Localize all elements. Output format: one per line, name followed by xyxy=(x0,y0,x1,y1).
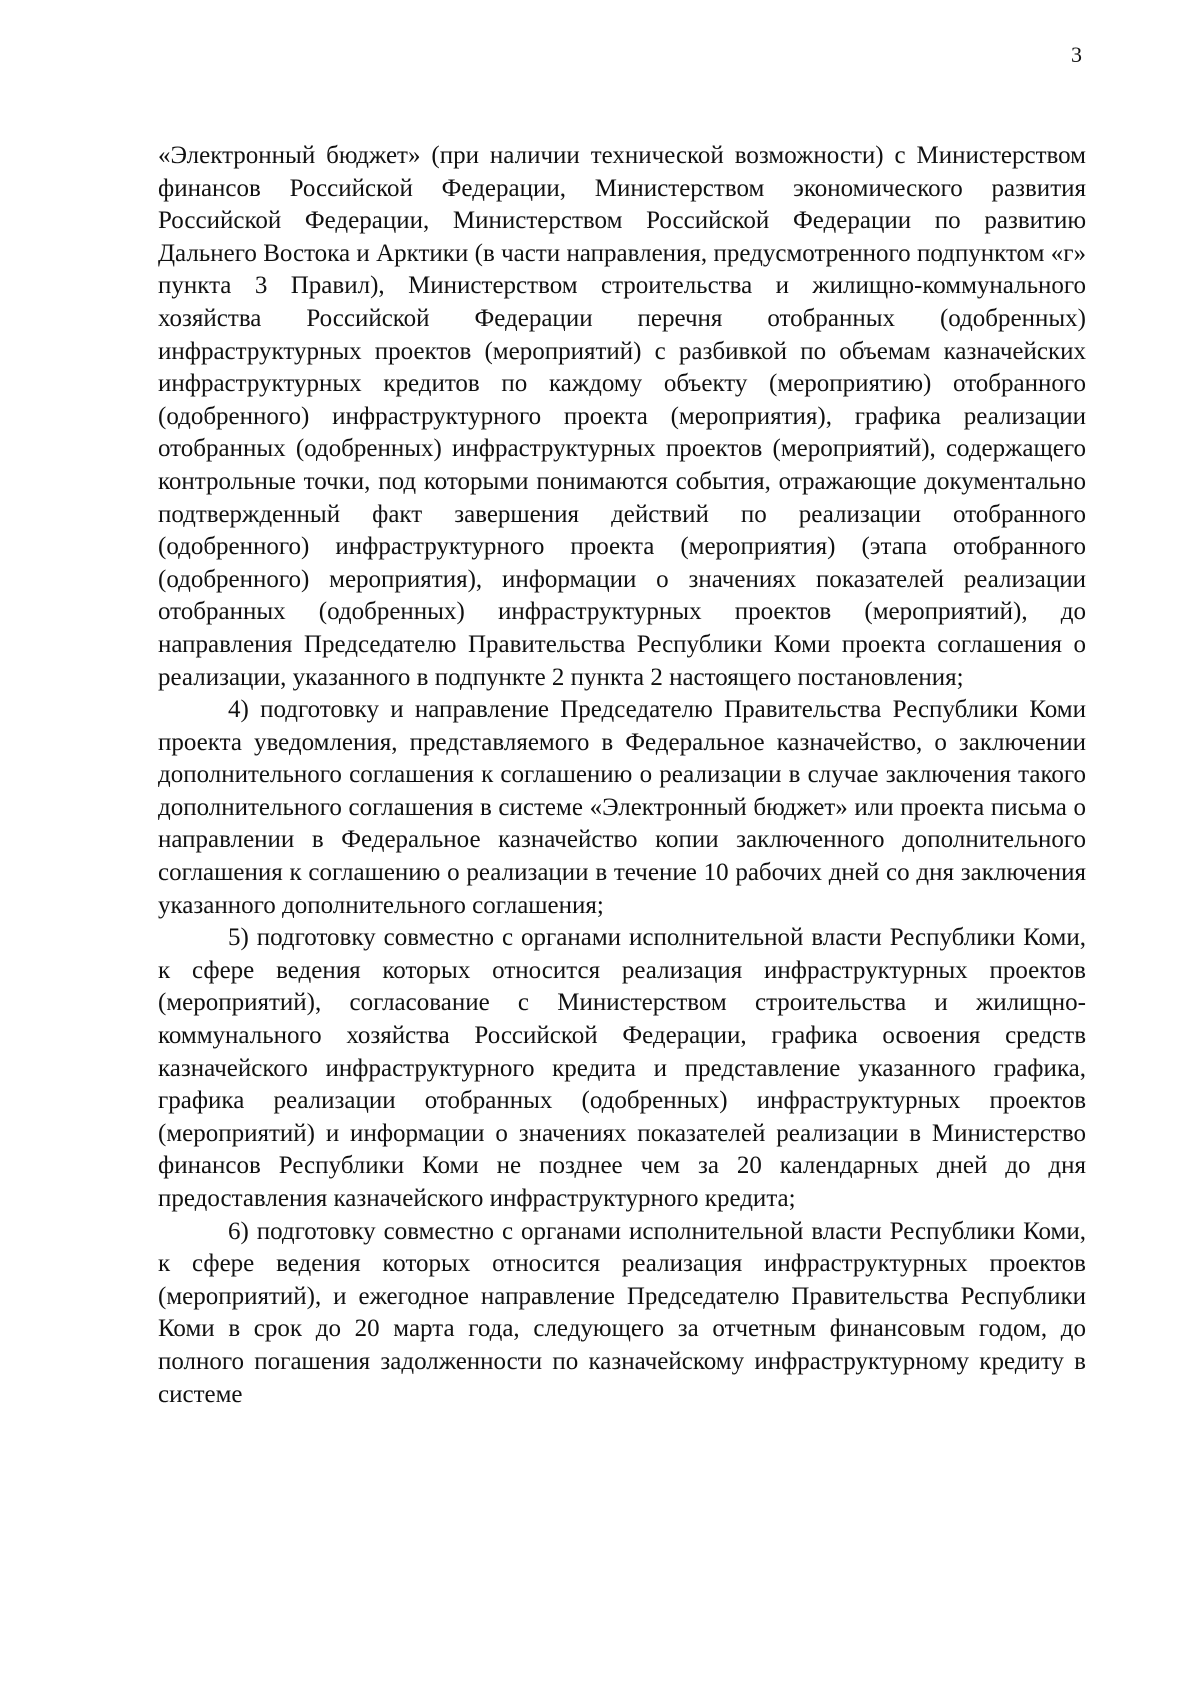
paragraph-item-5: 5) подготовку совместно с органами исполнительной власти Республики Коми, к сфере ведения которых относится реализация инфраструктурных проектов (мероприятий), согласование с Министерством строительства и жилищно-коммунального хозяйства Российской Федерации, графика освоения средств казначейского инфраструктурного кредита и представление указанного графика, графика реализации отобранных (одобренных) инфраструктурных проектов (мероприятий) и информации о значениях показателей реализации в Министерство финансов Республики Коми не позднее чем за 20 календарных дней до дня предоставления казначейского инфраструктурного кредита; xyxy=(158,924,1086,1212)
document-body xyxy=(158,140,1086,1411)
paragraph-continuation: «Электронный бюджет» (при наличии технической возможности) с Министерством финансов Российской Федерации, Министерством экономического развития Российской Федерации, Министерством Российской Федерации по развитию Дальнего Востока и Арктики (в части направления, предусмотренного подпунктом «г» пункта 3 Правил), Министерством строительства и жилищно-коммунального хозяйства Российской Федерации перечня отобранных (одобренных) инфраструктурных проектов (мероприятий) с разбивкой по объемам казначейских инфраструктурных кредитов по каждому объекту (мероприятию) отобранного (одобренного) инфраструктурного проекта (мероприятия), графика реализации отобранных (одобренных) инфраструктурных проектов (мероприятий), содержащего контрольные точки, под которыми понимаются события, отражающие документально подтвержденный факт завершения действий по реализации отобранного (одобренного) инфраструктурного проекта (мероприятия) (этапа отобранного (одобренного) мероприятия), информации о значениях показателей реализации отобранных (одобренных) инфраструктурных проектов (мероприятий), до направления Председателю Правительства Республики Коми проекта соглашения о реализации, указанного в подпункте 2 пункта 2 настоящего постановления; xyxy=(158,142,1086,691)
paragraph-item-6: 6) подготовку совместно с органами исполнительной власти Республики Коми, к сфере ведения которых относится реализация инфраструктурных проектов (мероприятий), и ежегодное направление Председателю Правительства Республики Коми в срок до 20 марта года, следующего за отчетным финансовым годом, до полного погашения задолженности по казначейскому инфраструктурному кредиту в системе xyxy=(158,1217,1086,1408)
page-number: 3 xyxy=(1071,42,1082,67)
paragraph-item-4: 4) подготовку и направление Председателю Правительства Республики Коми проекта уведомления, представляемого в Федеральное казначейство, о заключении дополнительного соглашения к соглашению о реализации в случае заключения такого дополнительного соглашения в системе «Электронный бюджет» или проекта письма о направлении в Федеральное казначейство копии заключенного дополнительного соглашения к соглашению о реализации в течение 10 рабочих дней со дня заключения указанного дополнительного соглашения; xyxy=(158,696,1086,919)
